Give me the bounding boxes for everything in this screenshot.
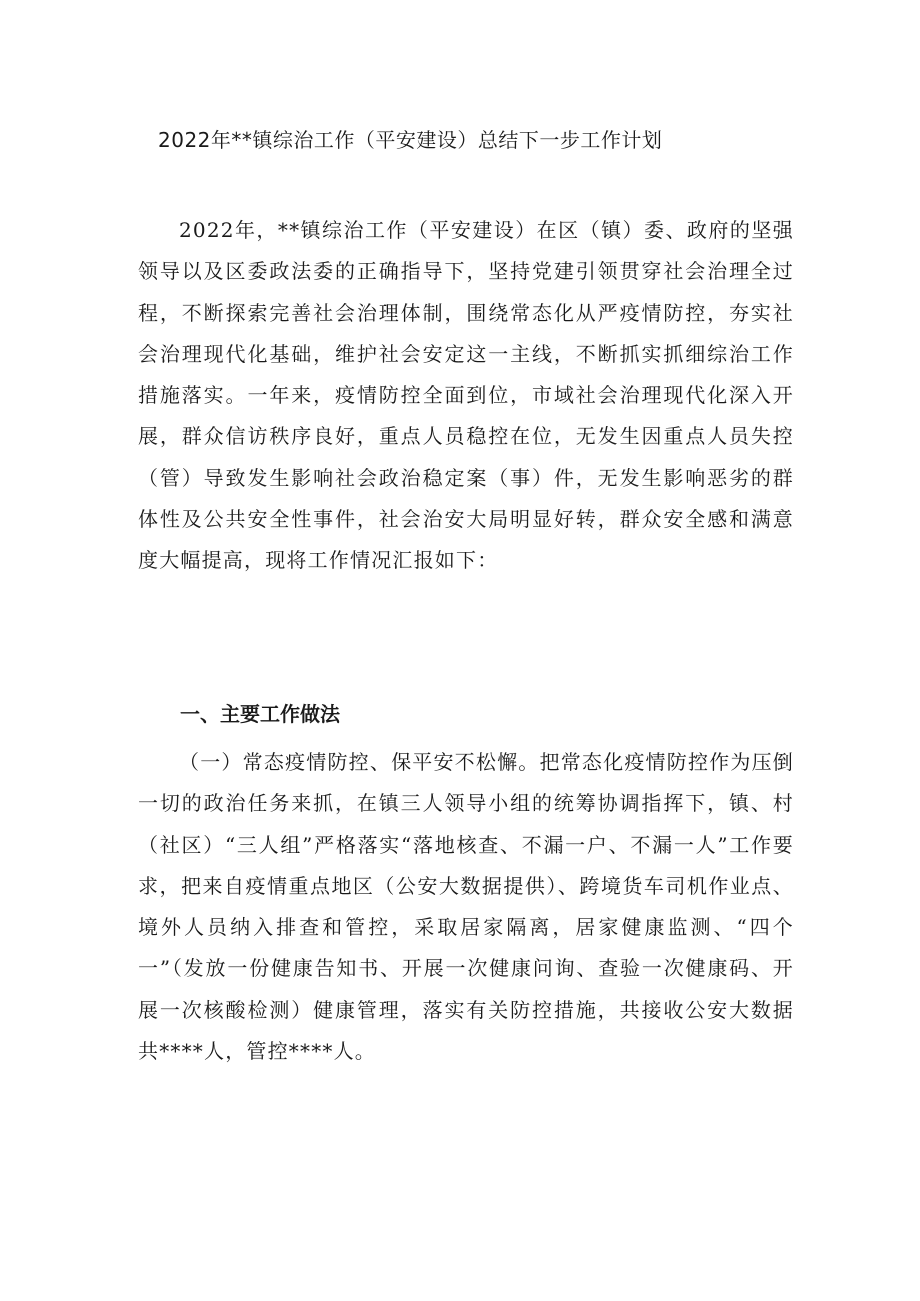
section-heading-main-work: 一、主要工作做法 xyxy=(180,702,340,726)
section-paragraph-epidemic-control: （一）常态疫情防控、保平安不松懈。把常态化疫情防控作为压倒一切的政治任务来抓，在镇三人领导小组的统筹协调指挥下，镇、村（社区）“三人组”严格落实“落地核查、不漏一户、不漏一人”工作要求，把来自疫情重点地区（公安大数据提供）、跨境货车司机作业点、境外人员纳入排查和管控，采取居家隔离，居家健康监测、“四个一”（发放一份健康告知书、开展一次健康问询、查验一次健康码、开展一次核酸检测）健康管理，落实有关防控措施，共接收公安大数据共****人，管控****人。 xyxy=(138,750,794,1064)
document-title: 2022年**镇综治工作（平安建设）总结下一步工作计划 xyxy=(158,128,663,152)
intro-paragraph: 2022年，**镇综治工作（平安建设）在区（镇）委、政府的坚强领导以及区委政法委的正确指导下，坚持党建引领贯穿社会治理全过程，不断探索完善社会治理体制，围绕常态化从严疫情防控，夯实社会治理现代化基础，维护社会安定这一主线，不断抓实抓细综治工作措施落实。一年来，疫情防控全面到位，市域社会治理现代化深入开展，群众信访秩序良好，重点人员稳控在位，无发生因重点人员失控（管）导致发生影响社会政治稳定案（事）件，无发生影响恶劣的群体性及公共安全性事件，社会治安大局明显好转，群众安全感和满意度大幅提高，现将工作情况汇报如下： xyxy=(138,218,794,573)
